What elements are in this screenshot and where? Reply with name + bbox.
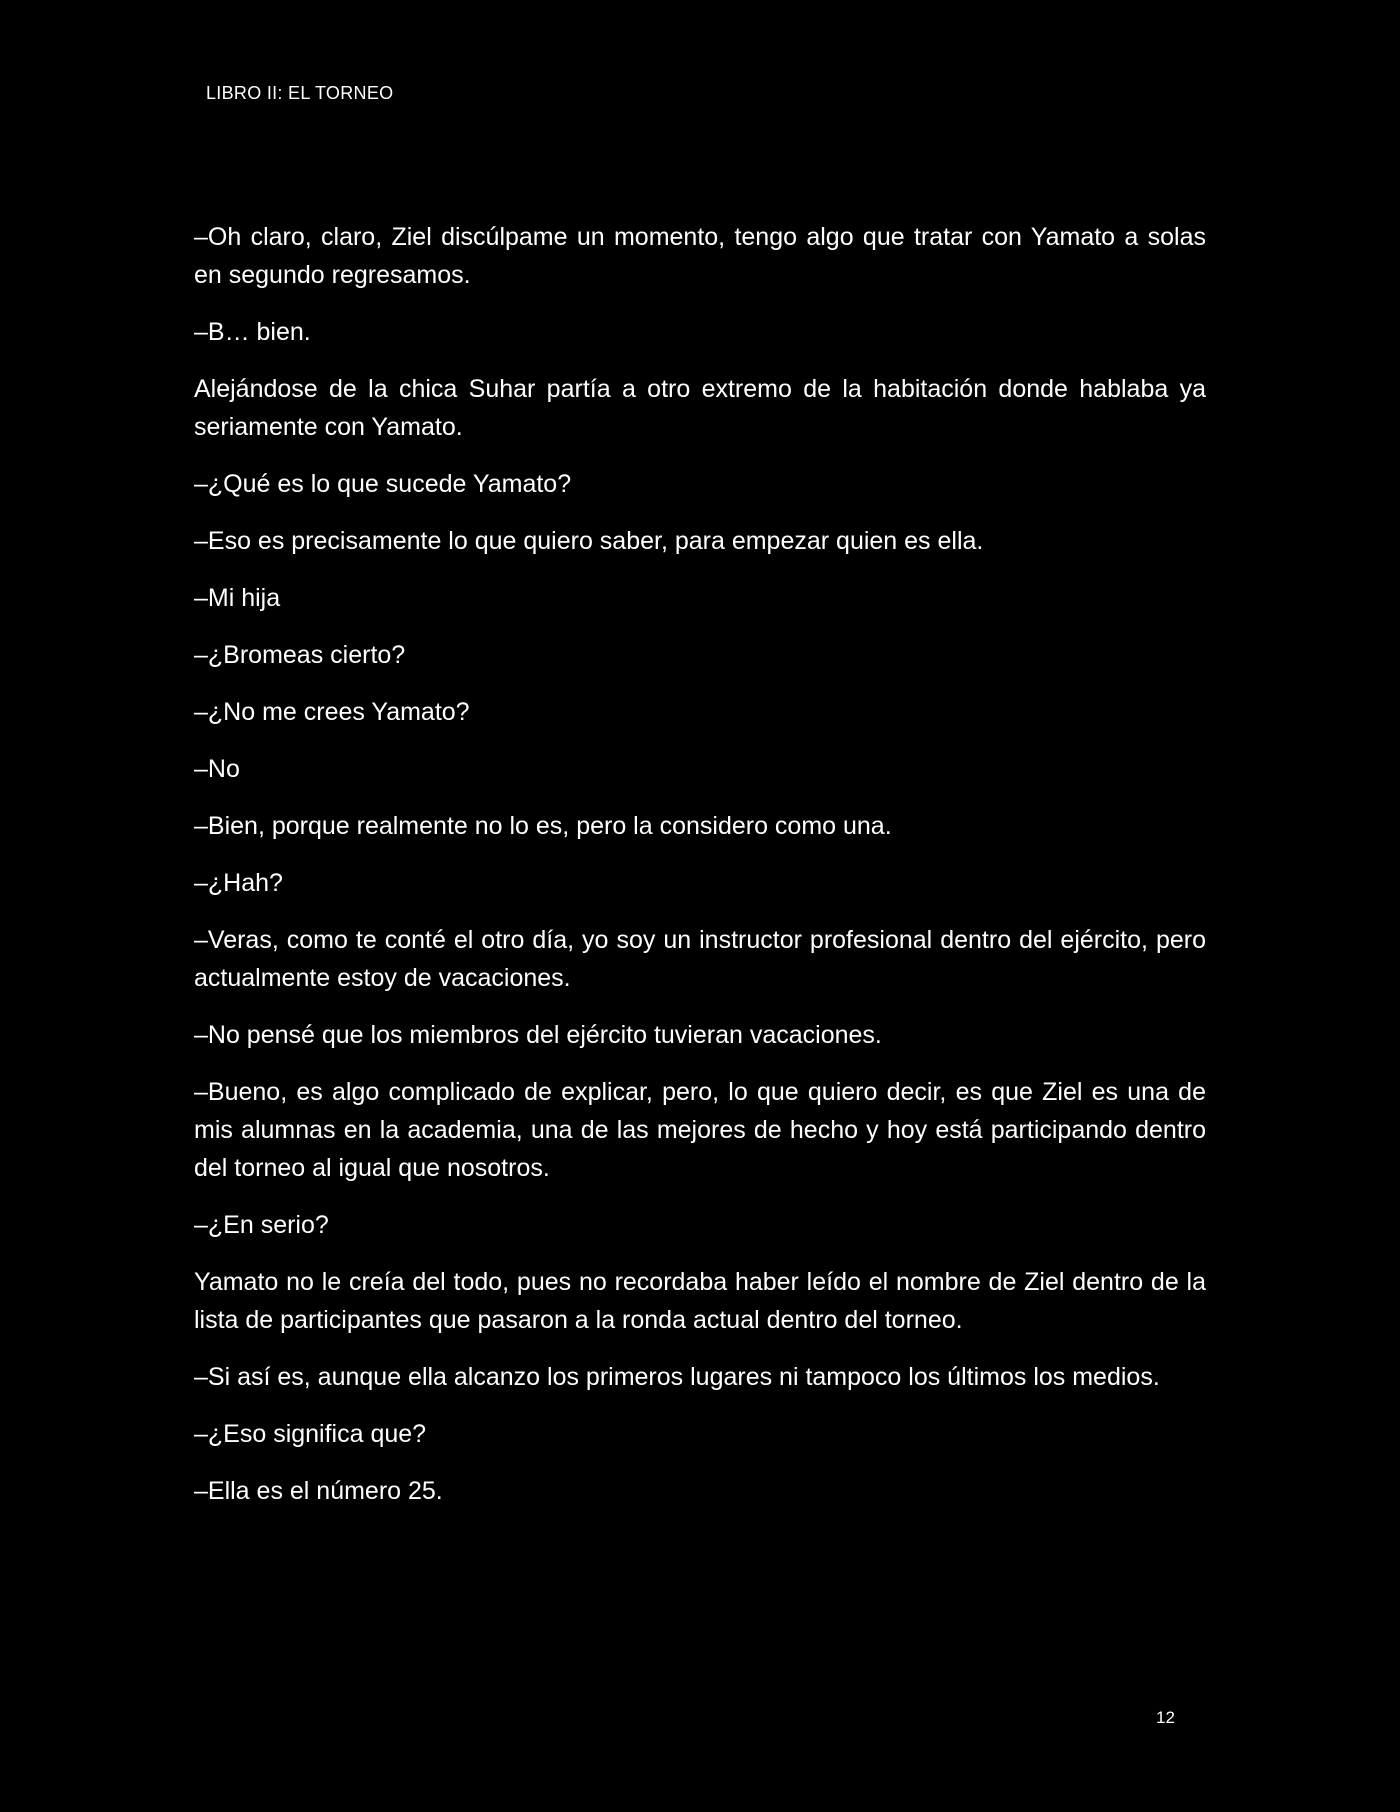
paragraph: Yamato no le creía del todo, pues no recordaba haber leído el nombre de Ziel dentro de la lista de participantes que pasaron a la ronda actual dentro del torneo. (194, 1268, 1206, 1334)
paragraph: –No pensé que los miembros del ejército tuvieran vacaciones. (194, 1021, 882, 1049)
paragraph: –¿En serio? (194, 1211, 329, 1239)
paragraph: –¿Bromeas cierto? (194, 641, 406, 669)
running-header: LIBRO II: EL TORNEO (206, 83, 394, 103)
paragraph: –¿Qué es lo que sucede Yamato? (194, 470, 572, 498)
paragraph: –Eso es precisamente lo que quiero saber, para empezar quien es ella. (194, 527, 984, 555)
page-number: 12 (1156, 1708, 1175, 1727)
paragraph: –No (194, 755, 240, 783)
paragraph: –Bien, porque realmente no lo es, pero la considero como una. (194, 812, 892, 840)
paragraph: –¿Eso significa que? (194, 1420, 427, 1448)
paragraph: –¿No me crees Yamato? (194, 698, 470, 726)
paragraph: –Ella es el número 25. (194, 1477, 443, 1505)
paragraph: –Bueno, es algo complicado de explicar, pero, lo que quiero decir, es que Ziel es una de mis alumnas en la academia, una de las mejores de hecho y hoy está participando dentro del torneo al igual que nosotros. (194, 1078, 1206, 1182)
paragraph: –¿Hah? (194, 869, 283, 897)
paragraph: –Oh claro, claro, Ziel discúlpame un momento, tengo algo que tratar con Yamato a solas en segundo regresamos. (194, 223, 1206, 289)
paragraph: –B… bien. (194, 318, 311, 346)
paragraph: –Si así es, aunque ella alcanzo los primeros lugares ni tampoco los últimos los medios. (194, 1363, 1160, 1391)
paragraph: –Veras, como te conté el otro día, yo soy un instructor profesional dentro del ejército, pero actualmente estoy de vacaciones. (194, 926, 1206, 992)
paragraph: Alejándose de la chica Suhar partía a otro extremo de la habitación donde hablaba ya seriamente con Yamato. (194, 375, 1206, 441)
paragraph: –Mi hija (194, 584, 281, 612)
page-body (194, 218, 1206, 1529)
